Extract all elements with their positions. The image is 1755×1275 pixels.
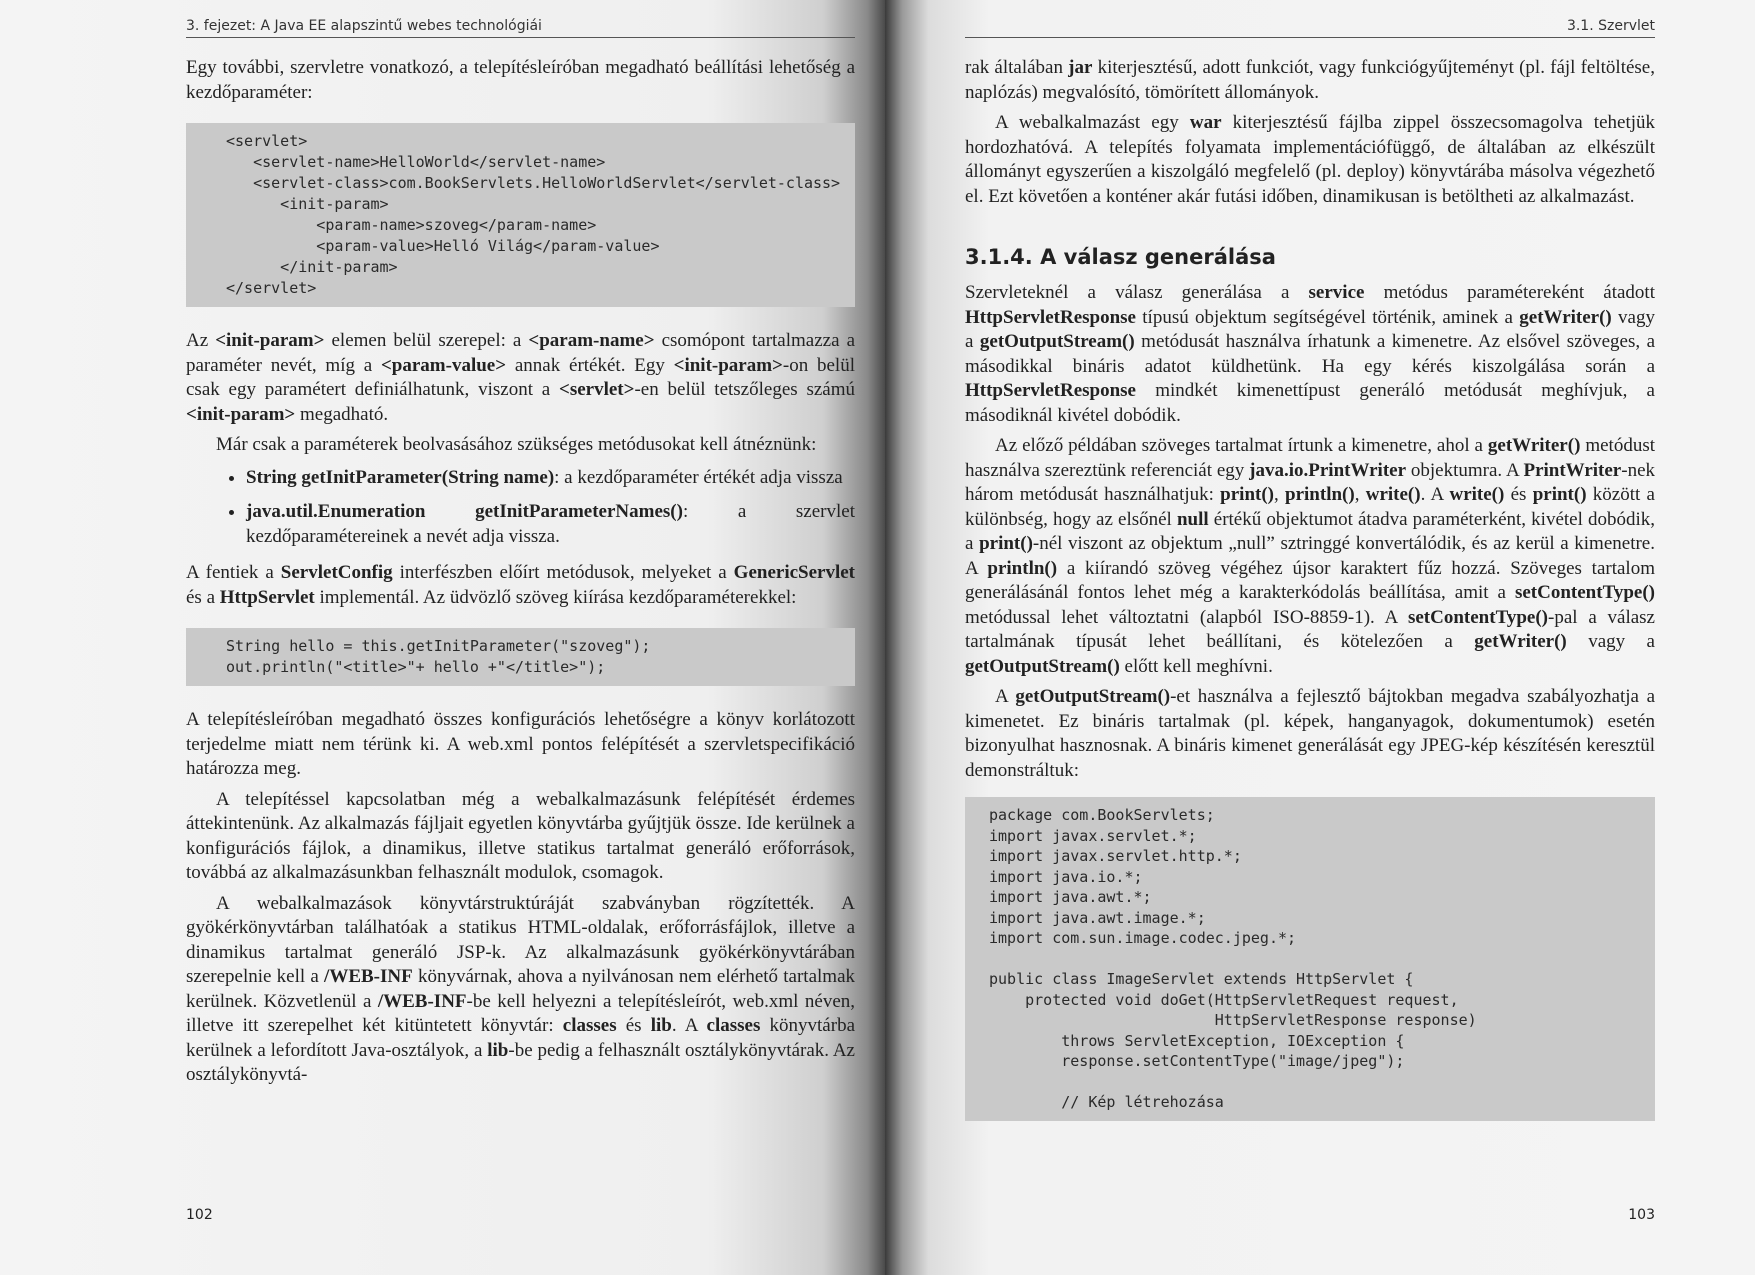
right-page-header: 3.1. Szervlet — [965, 18, 1655, 38]
deploy-paragraph: A telepítéssel kapcsolatban még a webalkalmazásunk felépítését érdemes áttekintenünk. Az alkalmazás fájljait egyetlen könyvtárba gyűjtjük össze. Ide kerülnek a konfigurációs fájlok, a dinamikus, illetve statikus tartalmat generáló erőforrások, továbbá az alkalmazásunkban felhasznált modulok, csomagok. — [186, 788, 855, 883]
config-paragraph: A telepítésleíróban megadható összes konfigurációs lehetőségre a könyv korlátozott terjedelme miatt nem térünk ki. A web.xml pontos felépítését a szervletspecifikáció határozza meg. — [186, 709, 855, 779]
page-number-left: 102 — [186, 1207, 213, 1223]
outputstream-paragraph: A getOutputStream()-et használva a fejlesztő bájtokban megadva szabályozhatja a kimenetet. Ez bináris tartalmak (pl. képek, hanganyagok, dokumentumok) esetén bizonyulhat hasznosnak. A bináris kimenet generálását egy JPEG-kép készítésén keresztül demonstráltuk: — [965, 686, 1655, 781]
webapp-structure-paragraph: A webalkalmazások könyvtárstruktúráját szabványban rögzítették. A gyökérkönyvtárban találhatóak a statikus HTML-oldalak, erőforrásfájlok, illetve a dinamikus tartalmat generáló JSP-k. Az alkalmazásunk gyökérkönyvtárában szerepelnie kell a /WEB-INF könyvárnak, ahova a nyilvánosan nem elérhető tartalmak kerülnek. Közvetlenül a /WEB-INF-be kell helyezni a telepítésleírót, web.xml néven, illetve itt szerepelhet két kitüntetett könyvtár: classes és lib. A classes könyvtárba kerülnek a lefordított Java-osztályok, a lib-be pedig a felhasznált osztálykönyvtárak. Az osztálykönyvtá- — [186, 892, 856, 1085]
list-item: • java.util.Enumeration getInitParameterNames(): a szervlet kezdőparamétereinek a nevét adja vissza. — [246, 500, 855, 549]
servlet-config-code: <servlet> <servlet-name>HelloWorld</servlet-name> <servlet-class>com.BookServlets.HelloWorldServlet</servlet-class> <init-param> <param-name>szoveg</param-name> <param-value>Helló Világ</param-value> </init-param> </servlet> — [186, 123, 855, 307]
printwriter-paragraph: Az előző példában szöveges tartalmat írtunk a kimenetre, ahol a getWriter() metódust használva szereztünk referenciát egy java.io.PrintWriter objektumra. A PrintWriter-nek három metódusát használhatjuk: print(), println(), write(). A write() és print() között a különbség, hogy az elsőnél null értékű objektumot átadva paraméterként, kivétel dobódik, a print()-nél viszont az objektum „null” sztringgé konvertálódik, és az kerül a kimenetre. A println() a kiírandó szöveg végéhez újsor karaktert fűz hozzá. Szöveges tartalom generálásánál fontos lehet még a karakterkódolás beállítása, amit a setContentType() metódussal lehet változtatni (alapból ISO-8859-1). A setContentType()-pal a válasz tartalmának típusát lehet beállítani, és kötelezően a getWriter() vagy a getOutputStream() előtt kell meghívni. — [965, 435, 1656, 677]
methods-list — [186, 466, 855, 550]
init-param-paragraph: Az <init-param> elemen belül szerepel: a <param-name> csomópont tartalmazza a paraméter nevét, míg a <param-value> annak értékét. Egy <init-param>-on belül csak egy paramétert definiálhatunk, viszont a <servlet>-en belül tetszőleges számú <init-param> megadható. — [186, 330, 855, 425]
intro-paragraph: Egy további, szervletre vonatkozó, a telepítésleíróban megadható beállítási lehetőség a kezdőparaméter: — [186, 57, 855, 103]
init-parameter-code: String hello = this.getInitParameter("szoveg"); out.println("<title>"+ hello +"</title>"); — [186, 628, 855, 686]
response-paragraph: Szervleteknél a válasz generálása a service metódus paramétereként átadott HttpServletResponse típusú objektum segítségével történik, aminek a getWriter() vagy a getOutputStream() metódusát használva írhatunk a kimenetre. Az elsővel szöveges, a másodikkal bináris adatot küldhetünk. Ha egy kérés kiszolgálása során a HttpServletResponse mindkét kimenettípust generáló metódusát meghívjuk, a másodiknál kivétel dobódik. — [965, 282, 1655, 426]
jar-paragraph: rak általában jar kiterjesztésű, adott funkciót, vagy funkciógyűjteményt (pl. fájl feltöltése, naplózás) megvalósító, tömörített állományok. — [965, 57, 1655, 103]
methods-paragraph: Már csak a paraméterek beolvasásához szükséges metódusokat kell átnéznünk: — [216, 434, 817, 455]
list-item: • String getInitParameter(String name): a kezdőparaméter értékét adja vissza — [246, 466, 855, 491]
servletconfig-paragraph: A fentiek a ServletConfig interfészben előírt metódusok, melyeket a GenericServlet és a HttpServlet implementál. Az üdvözlő szöveg kiírása kezdőparaméterekkel: — [186, 562, 856, 608]
right-page — [885, 0, 1755, 1275]
left-page-header: 3. fejezet: A Java EE alapszintű webes technológiái — [186, 18, 855, 38]
page-number-right: 103 — [1628, 1207, 1655, 1223]
image-servlet-code: package com.BookServlets; import javax.servlet.*; import javax.servlet.http.*; import java.io.*; import java.awt.*; import java.awt.image.*; import com.sun.image.codec.jpeg.*; public class ImageServlet extends HttpServlet { protected void doGet(HttpServletRequest request, HttpServletResponse response) throws ServletException, IOException { response.setContentType("image/jpeg"); // Kép létrehozása — [965, 797, 1655, 1121]
war-paragraph: A webalkalmazást egy war kiterjesztésű fájlba zippel összecsomagolva tehetjük hordozhatóvá. A telepítés folyamata implementációfüggő, de általában az elkészült állományt egyszerűen a kiszolgáló megfelelő (pl. deploy) könyvtárába másolva végezhető el. Ezt követően a konténer akár futási időben, dinamikusan is betöltheti az alkalmazást. — [965, 112, 1655, 207]
section-title: 3.1.4. A válasz generálása — [965, 245, 1276, 269]
